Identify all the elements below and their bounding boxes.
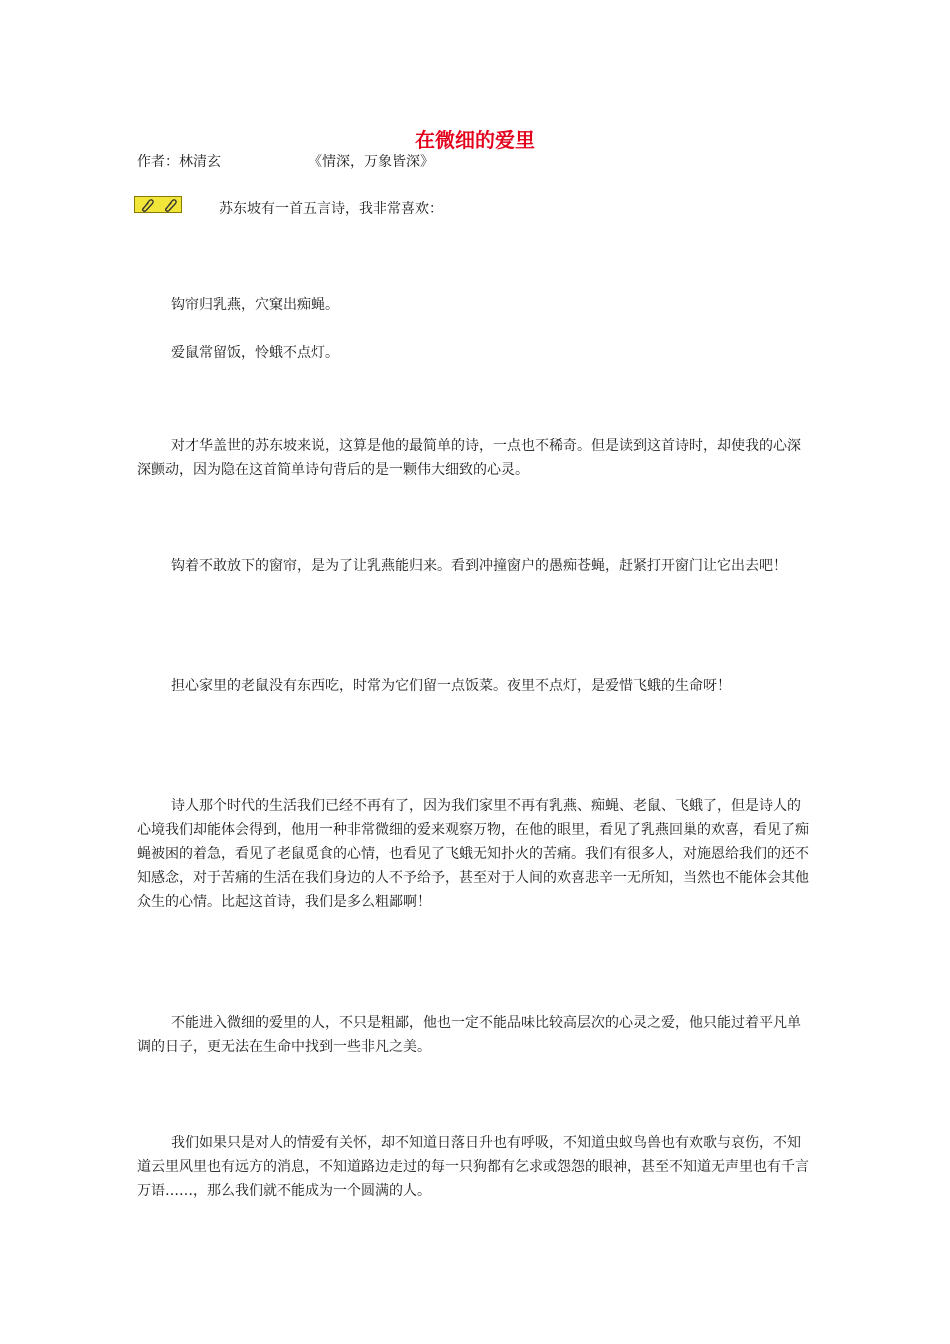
paragraph: 担心家里的老鼠没有东西吃，时常为它们留一点饭菜。夜里不点灯，是爱惜飞蛾的生命呀！ (171, 678, 731, 694)
byline (137, 151, 434, 171)
attachment-icons (134, 196, 182, 213)
poem-line: 爱鼠常留饭，怜蛾不点灯。 (171, 345, 339, 361)
paragraph: 钩着不敢放下的窗帘，是为了让乳燕能归来。看到冲撞窗户的愚痴苍蝇，赶紧打开窗门让它出去吧！ (171, 558, 787, 574)
paperclip-icon (162, 198, 178, 212)
paperclip-icon (139, 198, 155, 212)
author-line: 作者：林清玄 (137, 154, 221, 170)
source-book: 《情深，万象皆深》 (308, 154, 434, 170)
document-title: 在微细的爱里 (415, 128, 535, 152)
paragraph: 诗人那个时代的生活我们已经不再有了，因为我们家里不再有乳燕、痴蝇、老鼠、飞蛾了，但是诗人的心境我们却能体会得到，他用一种非常微细的爱来观察万物，在他的眼里，看见了乳燕回巢的欢喜，看见了痴蝇被困的着急，看见了老鼠觅食的心情，也看见了飞蛾无知扑火的苦痛。我们有很多人，对施恩给我们的还不知感念，对于苦痛的生活在我们身边的人不予给予，甚至对于人间的欢喜悲辛一无所知，当然也不能体会其他众生的心情。比起这首诗，我们是多么粗鄙啊！ (137, 798, 809, 910)
poem-line: 钩帘归乳燕，穴窠出痴蝇。 (171, 297, 339, 313)
intro-line: 苏东坡有一首五言诗，我非常喜欢： (219, 201, 443, 217)
paragraph: 我们如果只是对人的情爱有关怀，却不知道日落日升也有呼吸，不知道虫蚁鸟兽也有欢歌与哀伤，不知道云里风里也有远方的消息，不知道路边走过的每一只狗都有乞求或怨怨的眼神，甚至不知道无声里也有千言万语……，那么我们就不能成为一个圆满的人。 (137, 1135, 809, 1199)
paragraph: 对才华盖世的苏东坡来说，这算是他的最简单的诗，一点也不稀奇。但是读到这首诗时，却使我的心深深颤动，因为隐在这首简单诗句背后的是一颗伟大细致的心灵。 (137, 438, 801, 478)
paragraph: 不能进入微细的爱里的人，不只是粗鄙，他也一定不能品味比较高层次的心灵之爱，他只能过着平凡单调的日子，更无法在生命中找到一些非凡之美。 (137, 1015, 801, 1055)
